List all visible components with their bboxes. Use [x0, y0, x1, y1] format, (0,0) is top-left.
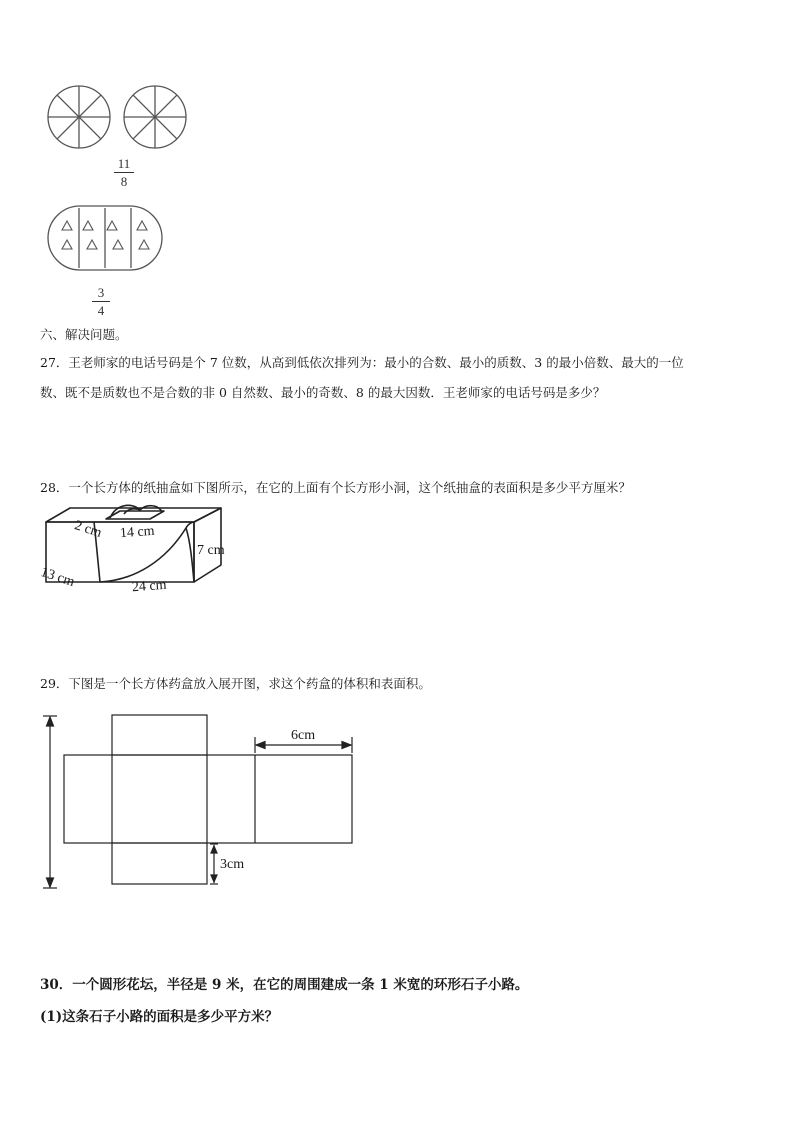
section-heading: 六、解决问题。 [40, 327, 128, 342]
fraction-circles-numerator: 11 [117, 156, 131, 171]
tissue-box-height-label: 7 cm [197, 543, 225, 558]
q27-line2: 数、既不是质数也不是合数的非 0 自然数、最小的奇数、8 的最大因数．王老师家的电话号码是多少？ [40, 385, 606, 400]
q28-text: 28．一个长方体的纸抽盒如下图所示，在它的上面有个长方形小洞，这个纸抽盒的表面积是多少平方厘米？ [40, 480, 631, 495]
tissue-box-length-label: 24 cm [131, 577, 168, 596]
tissue-box-hole-width-label: 2 cm [72, 518, 104, 541]
eighths-circle-right [124, 86, 186, 148]
q30-line1: 30．一个圆形花坛，半径是 9 米，在它的周围建成一条 1 米宽的环形石子小路。 [40, 977, 529, 993]
eighths-circles-figure [40, 80, 200, 154]
fraction-oval [92, 285, 110, 318]
box-net-3cm-label: 3cm [220, 857, 245, 872]
box-net-6cm-label: 6cm [291, 728, 316, 743]
q29-text: 29．下图是一个长方体药盒放入展开图，求这个药盒的体积和表面积。 [40, 676, 431, 691]
fraction-circles-denominator: 8 [120, 174, 128, 189]
q27-line1: 27．王老师家的电话号码是个 7 位数，从高到低依次排列为：最小的合数、最小的质数、3 的最小倍数、最大的一位 [40, 355, 684, 370]
fraction-oval-numerator: 3 [97, 285, 105, 300]
triangles-oval-figure [46, 204, 166, 272]
fraction-oval-denominator: 4 [97, 303, 105, 318]
eighths-circle-left [48, 86, 110, 148]
q30-sub1: (1)这条石子小路的面积是多少平方米？ [40, 1009, 279, 1025]
box-net-figure [30, 705, 370, 905]
fraction-circles [114, 156, 134, 189]
tissue-box-width-label: 13 cm [38, 565, 77, 591]
tissue-box-hole-length-label: 14 cm [119, 523, 156, 542]
